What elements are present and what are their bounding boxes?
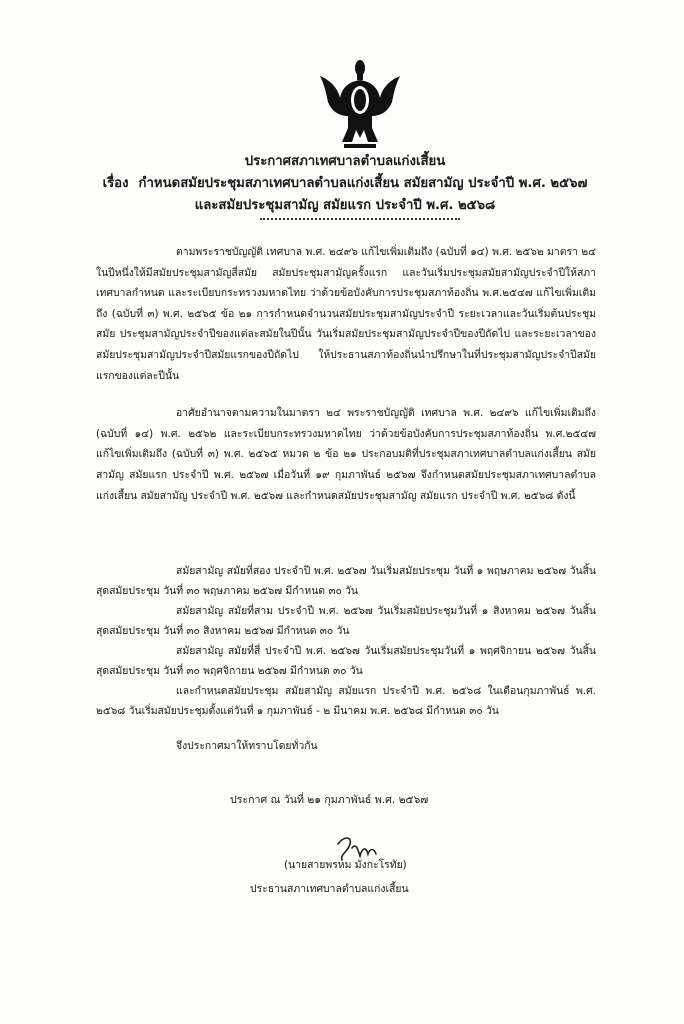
signer-title: ประธานสภาเทศบาลตำบลแก่งเสี้ยน [250,883,409,895]
subject-line-2: และสมัยประชุมสามัญ สมัยแรก ประจำปี พ.ศ. ๒๕๖๘ [194,198,496,213]
document-title: ประกาศสภาเทศบาลตำบลแก่งเสี้ยน [244,154,446,169]
subject-label: เรื่อง [102,176,129,191]
session-item: และกำหนดสมัยประชุม สมัยสามัญ สมัยแรก ประจำปี พ.ศ. ๒๕๖๘ ในเดือนกุมภาพันธ์ พ.ศ. ๒๕๖๘ วันเริ่มสมัยประชุมตั้งแต่วันที่ ๑ กุมภาพันธ์ - ๒ มีนาคม พ.ศ. ๒๕๖๘ มีกำหนด ๓๐ วัน [96,685,596,717]
signer-name: (นายสายพรหม มังกะโรทัย) [284,859,407,871]
document-title-block [90,151,600,217]
announcement-date: ประกาศ ณ วันที่ ๒๑ กุมภาพันธ์ พ.ศ. ๒๕๖๗ [230,794,429,806]
garuda-emblem-icon [318,58,402,150]
closing-statement: จึงประกาศมาให้ทราบโดยทั่วกัน [176,740,318,752]
subject-row [90,173,600,195]
announcement-body [96,242,596,506]
subject-line-1: กำหนดสมัยประชุมสภาเทศบาลตำบลแก่งเสี้ยน สมัยสามัญ ประจำปี พ.ศ. ๒๕๖๗ [138,176,588,191]
session-item: สมัยสามัญ สมัยที่สี่ ประจำปี พ.ศ. ๒๕๖๗ วันเริ่มสมัยประชุมวันที่ ๑ พฤศจิกายน ๒๕๖๗ วันสิ้นสุดสมัยประชุม วันที่ ๓๐ พฤศจิกายน ๒๕๖๗ มีกำหนด ๓๐ วัน [96,645,596,677]
session-list [96,561,596,721]
session-item: สมัยสามัญ สมัยที่สอง ประจำปี พ.ศ. ๒๕๖๗ วันเริ่มสมัยประชุม วันที่ ๑ พฤษภาคม ๒๕๖๗ วันสิ้นสุดสมัยประชุม วันที่ ๓๐ พฤษภาคม ๒๕๖๗ มีกำหนด ๓๐ วัน [96,565,596,597]
paragraph-authority: อาศัยอำนาจตามความในมาตรา ๒๔ พระราชบัญญัติ เทศบาล พ.ศ. ๒๔๙๖ แก้ไขเพิ่มเติมถึง (ฉบับที่ ๑๔) พ.ศ. ๒๕๖๒ และระเบียบกระทรวงมหาดไทย ว่าด้วยข้อบังคับการประชุมสภาท้องถิ่น พ.ศ.๒๕๔๗ แก้ไขเพิ่มเติมถึง (ฉบับที่ ๓) พ.ศ. ๒๕๖๕ หมวด ๒ ข้อ ๒๑ ประกอบมติที่ประชุมสภาเทศบาลตำบลแก่งเสี้ยน สมัยสามัญ สมัยแรก ประจำปี พ.ศ. ๒๕๖๗ เมื่อวันที่ ๑๙ กุมภาพันธ์ ๒๕๖๗ จึงกำหนดสมัยประชุมสภาเทศบาลตำบลแก่งเสี้ยน สมัยสามัญ ประจำปี พ.ศ. ๒๕๖๗ และกำหนดสมัยประชุมสามัญ สมัยแรก ประจำปี พ.ศ. ๒๕๖๘ ดังนี้ [96,407,596,502]
title-divider [260,218,460,220]
paragraph-legal-basis: ตามพระราชบัญญัติ เทศบาล พ.ศ. ๒๔๙๖ แก้ไขเพิ่มเติมถึง (ฉบับที่ ๑๔) พ.ศ. ๒๕๖๒ มาตรา ๒๔ ในปีหนึ่งให้มีสมัยประชุมสามัญสี่สมัย สมัยประชุมสามัญครั้งแรก และวันเริ่มประชุมสมัยสามัญประจำปีให้สภาเทศบาลกำหนด และระเบียบกระทรวงมหาดไทย ว่าด้วยข้อบังคับการประชุมสภาท้องถิ่น พ.ศ.๒๕๔๗ แก้ไขเพิ่มเติมถึง (ฉบับที่ ๓) พ.ศ. ๒๕๖๕ ข้อ ๒๑ การกำหนดจำนวนสมัยประชุมสามัญประจำปี ระยะเวลาและวันเริ่มต้นประชุมสมัย ประชุมสามัญประจำปีของแต่ละสมัยในปีนั้น วันเริ่มสมัยประชุมสามัญประจำปีของปีถัดไป และระยะเวลาของสมัยประชุมสามัญประจำปีสมัยแรกของปีถัดไป ให้ประธานสภาท้องถิ่นนำปรึกษาในที่ประชุมสามัญประจำปีสมัยแรกของแต่ละปีนั้น [96,246,596,382]
session-item: สมัยสามัญ สมัยที่สาม ประจำปี พ.ศ. ๒๕๖๗ วันเริ่มสมัยประชุมวันที่ ๑ สิงหาคม ๒๕๖๗ วันสิ้นสุดสมัยประชุม วันที่ ๓๐ สิงหาคม ๒๕๖๗ มีกำหนด ๓๐ วัน [96,605,596,637]
